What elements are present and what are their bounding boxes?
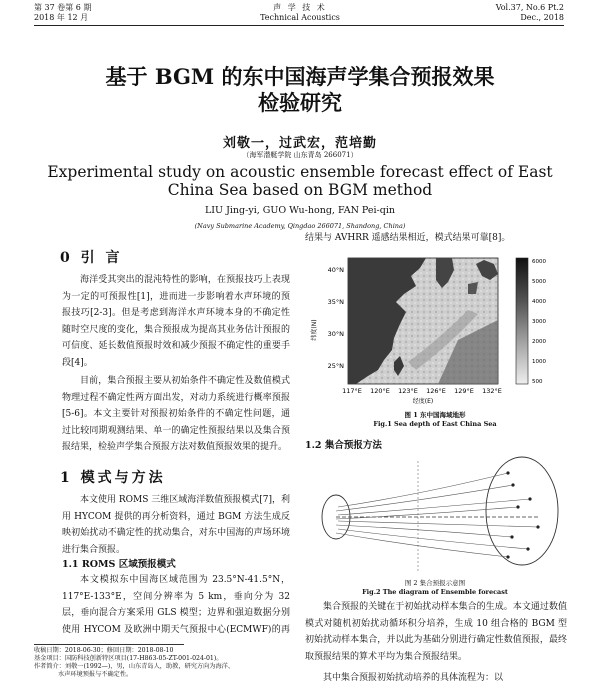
journal-name-zh: 声 学 技 术	[273, 3, 327, 12]
title-en-line2: China Sea based on BGM method	[167, 181, 433, 199]
section-0-heading: 0 引 言	[60, 250, 123, 266]
authors-zh: 刘敬一，过武宏，范培勤	[222, 136, 377, 151]
figure-2-ensemble-diagram	[308, 455, 566, 575]
intro-paragraph-1: 海洋受其突出的混沌特性的影响，在预报技巧上表现为一定的可预报性[1]，进而进一步影响着水声环境的预报技巧[2-3]。但是考虑到海洋水声环境本身的不确定性随时空尺度的变化，集合预报成为提高其业务估计预报的可信度、延长数值预报时效和减少预报不确定性的重要手段[4]。	[62, 275, 290, 368]
journal-issue-en: Vol.37, No.6 Pt.2	[495, 3, 564, 12]
header-rule	[34, 25, 564, 26]
endpoint	[516, 505, 519, 508]
lat-label-35: 35°N	[327, 298, 344, 306]
endpoint	[510, 535, 513, 538]
lon-label-132: 132°E	[482, 387, 502, 395]
footnote-rule	[34, 644, 184, 645]
trajectory	[338, 529, 528, 549]
colorbar-label-2000: 2000	[532, 339, 546, 345]
colorbar-label-1000: 1000	[532, 359, 546, 365]
lat-label-30: 30°N	[327, 330, 344, 338]
section-1-heading: 1 模式与方法	[60, 470, 166, 486]
colorbar-label-4000: 4000	[532, 299, 546, 305]
methods-paragraph: 本文使用 ROMS 三维区域海洋数值预报模式[7]，利用 HYCOM 提供的再分析资料，通过 BGM 方法生成反映初始扰动不确定性的扰动集合，对东中国海的声场环境进行集合预报。	[62, 495, 291, 555]
lon-label-123: 123°E	[398, 387, 418, 395]
footnote-funding: 基金项目：国防科技创新特区项目(17-H863-05-ZT-001-024-01)。	[34, 655, 223, 662]
fig1-xlabel: 经度(E)	[412, 398, 434, 405]
journal-date: 2018 年 12 月	[34, 13, 89, 22]
lon-label-126: 126°E	[426, 387, 446, 395]
affiliation-en: (Navy Submarine Academy, Qingdao 266071, Shandong, China)	[194, 222, 406, 230]
right-top-text: 结果与 AVHRR 遥感结果相近，模式结果可靠[8]。	[305, 233, 511, 243]
forecast-ellipse	[486, 457, 558, 565]
lon-label-129: 129°E	[454, 387, 474, 395]
title-en-line1: Experimental study on acoustic ensemble forecast effect of East	[47, 163, 553, 181]
colorbar-label-3000: 3000	[532, 319, 546, 325]
journal-date-en: Dec., 2018	[520, 13, 564, 22]
bgm-process-paragraph: 其中集合预报初始扰动培养的具体流程为：以	[323, 673, 504, 683]
colorbar-label-500: 500	[532, 379, 543, 385]
footnote-author: 作者简介：刘敬一(1992—)，男，山东青岛人，助教，研究方向为海洋、	[34, 663, 235, 670]
authors-en: LIU Jing-yi, GUO Wu-hong, FAN Pei-qin	[204, 205, 395, 216]
lon-label-117: 117°E	[342, 387, 362, 395]
footnote-author-cont: 水声环境预报与不确定性。	[58, 671, 133, 678]
footnote-received: 收稿日期：2018-06-30；修回日期：2018-08-10	[34, 647, 174, 654]
lon-label-120: 120°E	[370, 387, 390, 395]
colorbar-label-5000: 5000	[532, 279, 546, 285]
subsection-1-2-heading: 1.2 集合预报方法	[305, 440, 382, 451]
title-zh-line2: 检验研究	[258, 90, 342, 115]
endpoint	[506, 555, 509, 558]
endpoint	[506, 471, 509, 474]
figure-1-caption-zh: 图 1 东中国海域地形	[404, 411, 466, 419]
title-zh-line1: 基于 BGM 的东中国海声学集合预报效果	[105, 64, 495, 89]
ensemble-method-paragraph: 集合预报的关键在于初始扰动样本集合的生成。本文通过数值模式对随机初始扰动循环积分培养，生成 10 组合格的 BGM 型初始扰动样本集合，并以此为基础分别进行确定性数值预报，最终取预报结果的算术平均为集合预报结果。	[305, 602, 567, 662]
intro-paragraph-2: 目前，集合预报主要从初始条件不确定性及数值模式物理过程不确定性两方面出发，对动力系统进行概率预报[5-6]。本文主要针对预报初始条件的不确定性问题，通过比较同期观测结果、单一的确定性预报结果以及集合预报结果，检验声学集合预报方法对数值预报效果的提升。	[62, 376, 290, 452]
endpoint	[536, 525, 539, 528]
lat-label-40: 40°N	[327, 266, 344, 274]
ensemble-endpoints	[506, 471, 539, 558]
ensemble-trajectories	[336, 473, 538, 557]
fig1-ylabel: 纬度(N)	[311, 319, 318, 341]
subsection-1-1-heading: 1.1 ROMS 区域预报模式	[62, 559, 176, 570]
figure-1-caption-en: Fig.1 Sea depth of East China Sea	[373, 420, 497, 428]
lat-label-25: 25°N	[327, 362, 344, 370]
figure-2-caption-zh: 图 2 集合预报示意图	[404, 579, 466, 587]
endpoint	[511, 483, 514, 486]
figure-2-caption-en: Fig.2 The diagram of Ensemble forecast	[362, 588, 508, 596]
roms-paragraph: 本文模拟东中国海区域范围为 23.5°N-41.5°N，117°E-133°E，空间分辨率为 5 km，垂向分为 32 层，垂向混合方案采用 GLS 模型；边界和强迫数据分别使用 HYCOM 及欧洲中期天气预报中心(ECMWF)的再	[62, 575, 290, 635]
endpoint	[528, 497, 531, 500]
figure-1-depth-map	[308, 250, 566, 408]
trajectory	[338, 521, 538, 527]
affiliation-zh: （海军潜艇学院 山东青岛 266071）	[242, 151, 358, 159]
journal-name-en: Technical Acoustics	[260, 13, 340, 22]
colorbar-label-6000: 6000	[532, 259, 546, 265]
endpoint	[526, 547, 529, 550]
trajectory	[336, 525, 512, 537]
journal-volume: 第 37 卷第 6 期	[34, 3, 92, 12]
colorbar	[516, 258, 528, 384]
